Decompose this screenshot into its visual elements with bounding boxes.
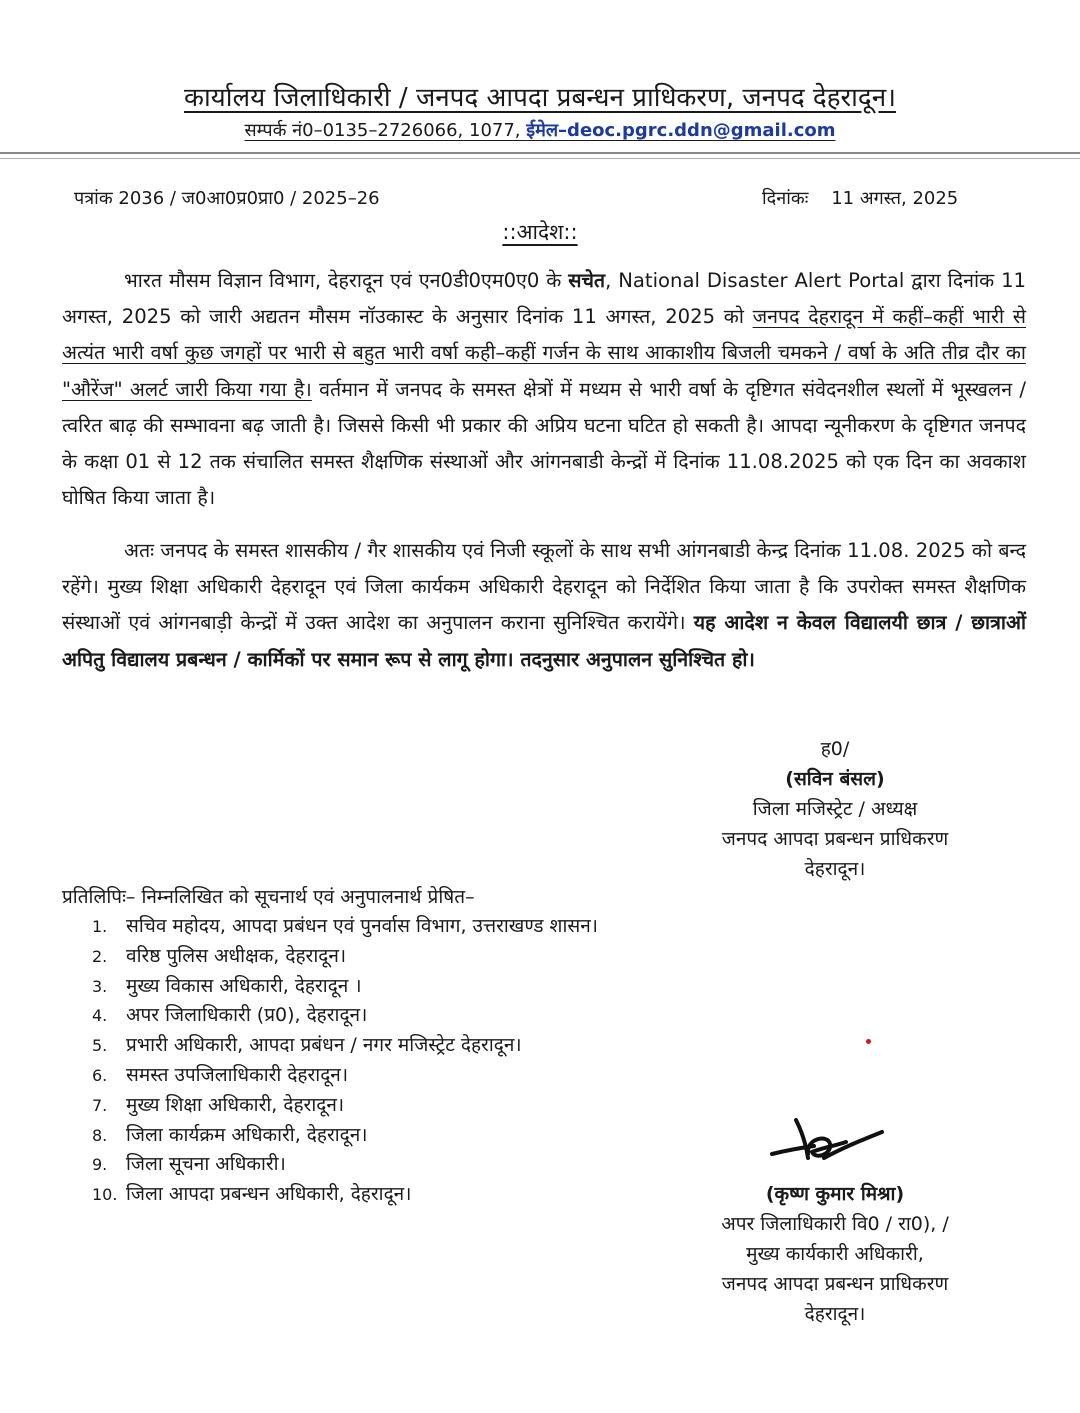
letter-number: पत्रांक 2036 / ज0आ0प्र0प्रा0 / 2025–26 xyxy=(74,188,380,209)
order-paragraph-1 xyxy=(62,263,1026,516)
cc-item: 8. जिला कार्यक्रम अधिकारी, देहरादून। xyxy=(92,1123,368,1146)
para1-alert-word: सचेत xyxy=(568,269,606,292)
signatory1-place: देहरादून। xyxy=(804,858,866,880)
para2-part-a: अतः जनपद के समस्त शासकीय / गैर शासकीय एवं निजी स्कूलों के साथ सभी आंगनबाडी केन्द्र दिनांक 11.08. 2025 को बन्द रहेंगे। मुख्य शिक्षा अधिकारी देहरादून एवं जिला कार्यकम अधिकारी देहरादून को निर्देशित किया जाता है कि उपरोक्त समस्त शैक्षणिक संस्थाओं एवं आंगनबाड़ी केन्द्रों में उक्त आदेश का अनुपालन कराना सुनिश्चित करायेंगे। xyxy=(62,539,1026,635)
contact-email[interactable]: ईमेल–deoc.pgrc.ddn@gmail.com xyxy=(526,120,836,141)
signatory1-authority: जनपद आपदा प्रबन्धन प्राधिकरण xyxy=(721,828,949,850)
cc-item: 10. जिला आपदा प्रबन्धन अधिकारी, देहरादून। xyxy=(92,1183,412,1206)
contact-phone: सम्पर्क नं0–0135–2726066, 1077, xyxy=(244,120,527,141)
signatory2-designation-1: अपर जिलाधिकारी वि0 / रा0), / xyxy=(721,1213,949,1235)
handwritten-signature xyxy=(768,1112,886,1172)
cc-item: 4. अपर जिलाधिकारी (प्र0), देहरादून। xyxy=(92,1004,368,1027)
signatory1-designation: जिला मजिस्ट्रेट / अध्यक्ष xyxy=(752,798,918,820)
para1-part-a: भारत मौसम विज्ञान विभाग, देहरादून एवं एन0डी0एम0ए0 के xyxy=(124,269,569,292)
header-divider xyxy=(0,152,1080,154)
red-dot-mark xyxy=(866,1039,871,1044)
signatory1-name: (सविन बंसल) xyxy=(785,768,885,790)
signatory2-designation-2: मुख्य कार्यकारी अधिकारी, xyxy=(746,1243,924,1265)
office-title: कार्यालय जिलाधिकारी / जनपद आपदा प्रबन्धन प्राधिकरण, जनपद देहरादून। xyxy=(183,83,896,113)
date-value: 11 अगस्त, 2025 xyxy=(831,188,959,209)
cc-heading: प्रतिलिपिः– निम्नलिखित को सूचनार्थ एवं अनुपालनार्थ प्रेषित– xyxy=(62,886,475,908)
order-paragraph-2 xyxy=(62,533,1026,678)
para1-part-e: वर्तमान में जनपद के समस्त क्षेत्रों में मध्यम से भारी वर्षा के दृष्टिगत संवेदनशील स्थलों में भूस्खलन / त्वरित बाढ़ की सम्भावना बढ़ जाती है। जिससे किसी भी प्रकार की अप्रिय घटना घटित हो सकती है। आपदा न्यूनीकरण के दृष्टिगत जनपद के कक्षा 01 से 12 तक संचालित समस्त शैक्षणिक संस्थाओं और आंगनबाडी केन्द्रों में दिनांक 11.08.2025 को एक दिन का अवकाश घोषित किया जाता है। xyxy=(62,377,1026,510)
signatory1-signed: ह0/ xyxy=(820,738,850,760)
signatory2-authority: जनपद आपदा प्रबन्धन प्राधिकरण xyxy=(721,1273,949,1295)
header-divider-thin xyxy=(0,158,1080,159)
cc-list xyxy=(92,912,598,1210)
para2-bold-directive: यह आदेश न केवल विद्यालयी छात्र / छात्राओं अपितु विद्यालय प्रबन्धन / कार्मिकों पर समान रूप से लागू होगा। तदनुसार अनुपालन सुनिश्चित हो। xyxy=(62,611,1026,671)
signatory2-place: देहरादून। xyxy=(804,1303,866,1325)
cc-item: 1. सचिव महोदय, आपदा प्रबंधन एवं पुनर्वास विभाग, उत्तराखण्ड शासन। xyxy=(92,915,598,937)
cc-item: 3. मुख्य विकास अधिकारी, देहरादून । xyxy=(92,974,362,997)
contact-line xyxy=(0,118,1080,142)
para1-part-c: , National Disaster Alert Portal द्वारा दिनांक 11 अगस्त, 2025 को जारी अद्यतन मौसम नॉउकास्ट के अनुसार दिनांक 11 अगस्त, 2025 को xyxy=(62,269,1027,329)
cc-item: 7. मुख्य शिक्षा अधिकारी, देहरादून। xyxy=(92,1093,345,1116)
cc-item: 5. प्रभारी अधिकारी, आपदा प्रबंधन / नगर मजिस्ट्रेट देहरादून। xyxy=(92,1034,522,1057)
signatory2-name: (कृष्ण कुमार मिश्रा) xyxy=(765,1183,905,1205)
cc-item: 2. वरिष्ठ पुलिस अधीक्षक, देहरादून। xyxy=(92,944,347,967)
date-label: दिनांकः xyxy=(762,188,809,209)
date-line xyxy=(762,186,958,210)
cc-item: 9. जिला सूचना अधिकारी। xyxy=(92,1153,286,1176)
cc-item: 6. समस्त उपजिलाधिकारी देहरादून। xyxy=(92,1063,349,1086)
para1-alert-text: जनपद देहरादून में कहीं–कहीं भारी से अत्यंत भारी वर्षा कुछ जगहों पर भारी से बहुत भारी वर्षा कही–कहीं गर्जन के साथ आकाशीय बिजली चमकने / वर्षा के अति तीव्र दौर का "औरेंज" अलर्ट जारी किया गया है। xyxy=(62,305,1026,401)
order-title: ::आदेश:: xyxy=(502,220,578,244)
